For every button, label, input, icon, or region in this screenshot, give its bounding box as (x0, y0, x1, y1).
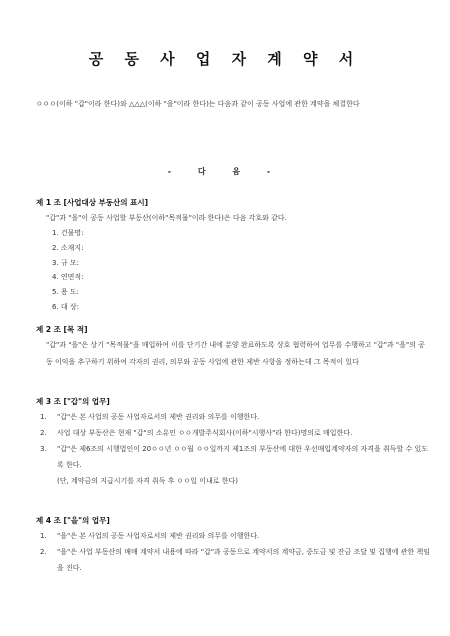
article-3 (36, 395, 431, 489)
item-number: 3. (40, 445, 47, 453)
article-text: "갑"과 "을"이 공동 사업할 부동산(이하"목적물"이라 한다)은 다음 각호와 같다. (46, 214, 287, 222)
article-heading: 제 2 조 [목 적] (36, 325, 88, 334)
item-text: "갑"은 제6조의 시행법인이 20ㅇㅇ년 ㅇㅇ월 ㅇㅇ일까지 제1조의 부동산에 대한 우선매입계약자의 자격을 취득할 수 있도록 한다. (57, 445, 428, 469)
list-item (36, 425, 431, 441)
item-number: 1. (40, 532, 47, 540)
article-heading: 제 4 조 ["을"의 업무] (36, 516, 110, 525)
section-divider: - 다 음 - (167, 167, 283, 176)
list-item: 6. 대 상: (52, 302, 80, 311)
list-item (36, 528, 431, 544)
item-text: "을"은 사업 부동산의 매매 계약서 내용에 따라 "갑"과 공동으로 계약서의 계약금, 중도금 및 잔금 조달 및 집행에 관한 책임을 진다. (57, 548, 430, 572)
article-heading: 제 1 조 [사업대상 부동산의 표시] (36, 198, 149, 207)
list-item: 1. 건물명: (52, 229, 84, 237)
list-item: 5. 용 도: (52, 288, 80, 297)
item-number: 2. (40, 429, 47, 437)
article-heading: 제 3 조 ["갑"의 업무] (36, 397, 110, 406)
item-number: 2. (40, 548, 47, 556)
intro-paragraph: ㅇㅇㅇ(이하 "갑"이라 한다)와 △△△(이하 "을"이라 한다)는 다음과 같이 공동 사업에 관한 계약을 체결한다 (36, 100, 360, 108)
article-1 (36, 196, 431, 315)
article-note: (단, 계약금의 지급시기를 자격 취득 후 ㅇㅇ일 이내로 한다) (57, 477, 239, 485)
article-list (36, 409, 431, 473)
article-2 (36, 323, 431, 370)
item-text: 사업 대상 부동산은 현재 "갑"의 소유인 ㅇㅇ개발주식회사(이하"시행사"라 한다)명의로 매입한다. (57, 429, 353, 437)
list-item (36, 409, 431, 425)
article-list (36, 528, 431, 576)
document-title: 공 동 사 업 자 계 약 서 (88, 50, 362, 68)
list-item: 2. 소재지: (52, 243, 84, 252)
list-item (36, 441, 431, 473)
item-text: "을"은 본 사업의 공동 사업자로서의 제반 권리와 의무를 이행한다. (57, 532, 260, 540)
article-text: "갑"과 "을"은 상기 "목적물"을 매입하여 이를 단기간 내에 분양 완료하도록 상호 협력하여 업무를 수행하고 "갑"과 "을"의 공동 이익을 추구하기 위하여 각자의 권리, 의무와 공동 사업에 관한 제반 사항을 정하는데 그 목적이 있다 (46, 341, 425, 366)
item-number: 1. (40, 413, 47, 421)
article-items (36, 226, 431, 315)
item-text: "갑"은 본 사업의 공동 사업자로서의 제반 권리와 의무를 이행한다. (57, 413, 260, 421)
list-item (36, 544, 431, 576)
article-4 (36, 514, 431, 576)
list-item: 3. 규 모: (52, 258, 80, 267)
list-item: 4. 연면적: (52, 273, 84, 282)
